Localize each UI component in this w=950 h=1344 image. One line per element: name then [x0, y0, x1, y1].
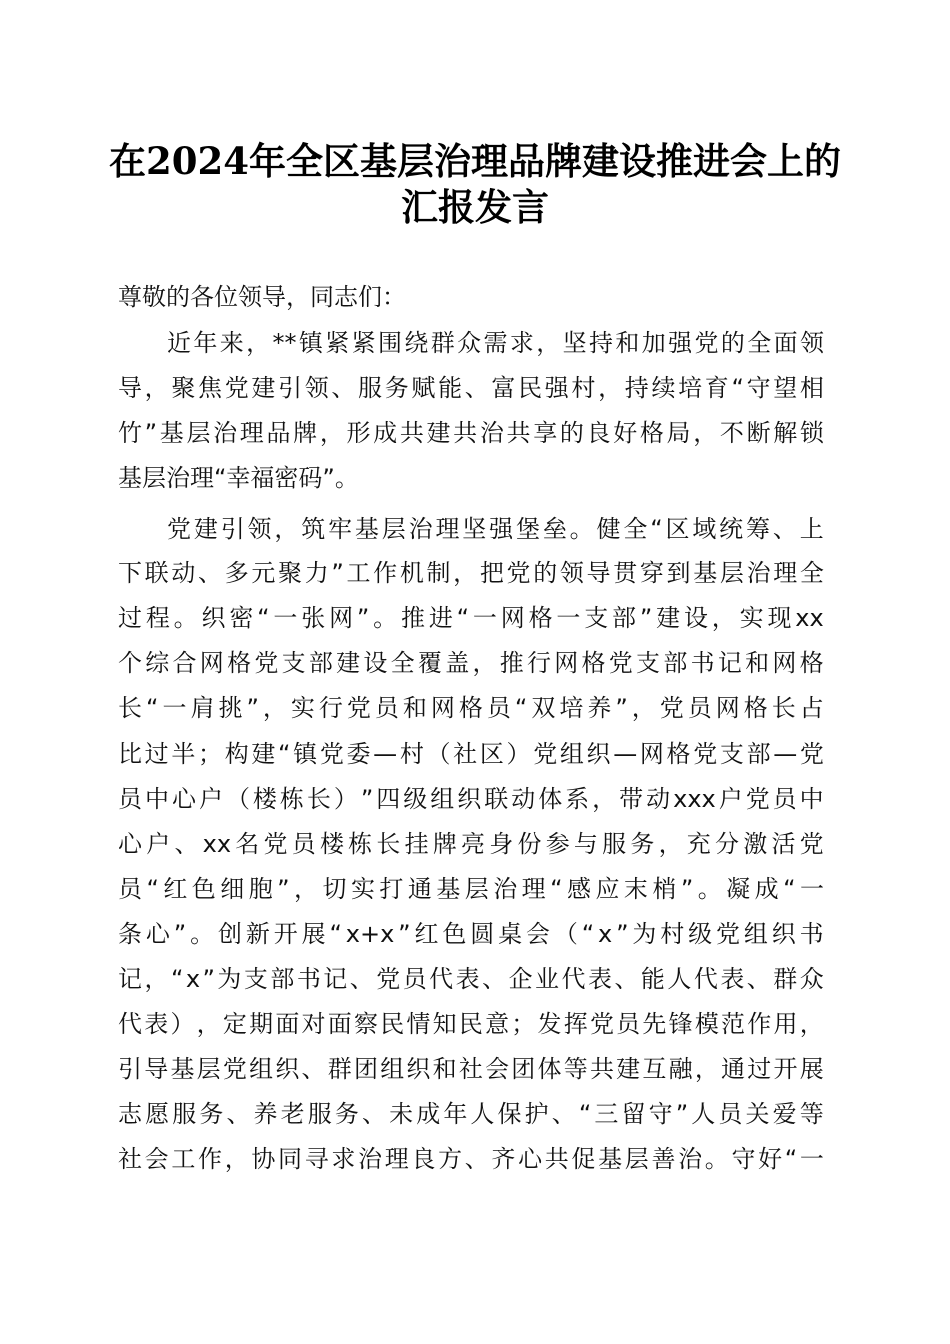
paragraph-1-line: 基层治理“幸福密码”。 — [118, 464, 359, 492]
paragraph-2-line: 长 “ 一 肩 挑 ” ， 实 行 党 员 和 网 格 员 “ 双 培 养 ” ， 党 员 网 格 长 占 — [118, 694, 824, 722]
paragraph-2-line: 下 联 动 、 多 元 聚 力 ” 工 作 机 制 ， 把 党 的 领 导 贯 穿 到 基 层 治 理 全 — [118, 559, 824, 587]
salutation: 尊敬的各位领导，同志们： — [118, 283, 406, 311]
paragraph-2-line: 党 建 引 领 ， 筑 牢 基 层 治 理 坚 强 堡 垒 。 健 全 “ 区 域 统 筹 、 上 — [167, 515, 824, 543]
document-title-line-1: 在2024年全区基层治理品牌建设推进会上的 — [109, 139, 841, 183]
paragraph-2-line: 记 ， “ x ” 为 支 部 书 记 、 党 员 代 表 、 企 业 代 表 、 能 人 代 表 、 群 众 — [118, 965, 824, 993]
paragraph-1-line: 近 年 来 ， ** 镇 紧 紧 围 绕 群 众 需 求 ， 坚 持 和 加 强 党 的 全 面 领 — [167, 329, 824, 357]
paragraph-2-line: 志 愿 服 务 、 养 老 服 务 、 未 成 年 人 保 护 、 “ 三 留 守 ” 人 员 关 爱 等 — [118, 1100, 824, 1128]
paragraph-2-line: 比 过 半 ； 构 建 “ 镇 党 委 — 村 （ 社 区 ） 党 组 织 — 网 格 党 支 部 — 党 — [118, 740, 824, 768]
document-title-line-2: 汇报发言 — [401, 185, 549, 229]
paragraph-2-line: 条 心 ” 。 创 新 开 展 “ x+x ” 红 色 圆 桌 会 （ “ x ” 为 村 级 党 组 织 书 — [118, 920, 824, 948]
paragraph-2-line: 过 程 。 织 密 “ 一 张 网 ” 。 推 进 “ 一 网 格 一 支 部 ” 建 设 ， 实 现 xx — [118, 604, 824, 632]
paragraph-2-line: 引 导 基 层 党 组 织 、 群 团 组 织 和 社 会 团 体 等 共 建 互 融 ， 通 过 开 展 — [118, 1055, 824, 1083]
paragraph-1-line: 竹 ” 基 层 治 理 品 牌 ， 形 成 共 建 共 治 共 享 的 良 好 格 局 ， 不 断 解 锁 — [118, 419, 824, 447]
paragraph-2-line: 社 会 工 作 ， 协 同 寻 求 治 理 良 方 、 齐 心 共 促 基 层 善 治 。 守 好 “ 一 — [118, 1145, 824, 1173]
paragraph-2-line: 员 “ 红 色 细 胞 ” ， 切 实 打 通 基 层 治 理 “ 感 应 末 梢 ” 。 凝 成 “ 一 — [118, 875, 824, 903]
paragraph-2-line: 员 中 心 户 （ 楼 栋 长 ） ” 四 级 组 织 联 动 体 系 ， 带 动 xxx 户 党 员 中 — [118, 785, 824, 813]
paragraph-2-line: 个 综 合 网 格 党 支 部 建 设 全 覆 盖 ， 推 行 网 格 党 支 部 书 记 和 网 格 — [118, 649, 824, 677]
paragraph-1-line: 导 ， 聚 焦 党 建 引 领 、 服 务 赋 能 、 富 民 强 村 ， 持 续 培 育 “ 守 望 相 — [118, 374, 824, 402]
paragraph-2-line: 心 户 、 xx 名 党 员 楼 栋 长 挂 牌 亮 身 份 参 与 服 务 ， 充 分 激 活 党 — [118, 830, 824, 858]
paragraph-2-line: 代 表 ） ， 定 期 面 对 面 察 民 情 知 民 意 ； 发 挥 党 员 先 锋 模 范 作 用 ， — [118, 1010, 824, 1038]
